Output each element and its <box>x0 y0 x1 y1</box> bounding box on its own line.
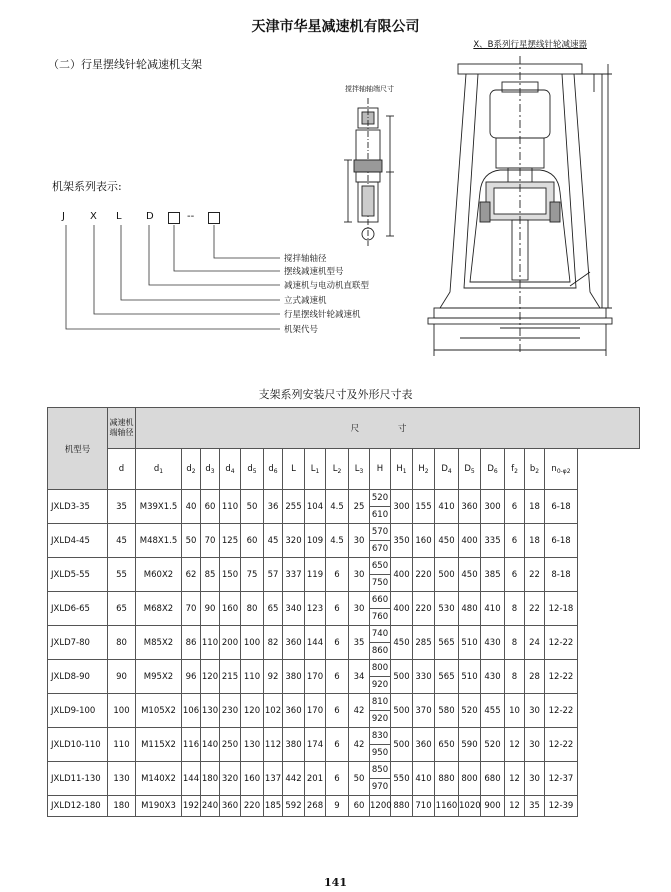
table-row <box>48 660 640 677</box>
column-header-13: $H_2$ <box>413 449 435 490</box>
cell-value: 10 <box>505 694 525 728</box>
cell-value: 180 <box>108 796 136 817</box>
cell-value: 255 <box>283 490 305 524</box>
cell-value: 410 <box>481 592 505 626</box>
cell-value: 6 <box>326 694 349 728</box>
cell-value: 6 <box>326 626 349 660</box>
cell-h-value: 830 <box>370 728 391 745</box>
table-row <box>48 796 640 817</box>
column-header-16: $D_6$ <box>481 449 505 490</box>
legend-frame-code: 机架代号 <box>284 325 319 335</box>
cell-value: 30 <box>525 728 545 762</box>
cell-value: 155 <box>413 490 435 524</box>
cell-value: 45 <box>108 524 136 558</box>
cell-value: 70 <box>182 592 201 626</box>
cell-value: 360 <box>220 796 241 817</box>
cell-value: 22 <box>525 558 545 592</box>
cell-value: 119 <box>305 558 326 592</box>
cell-value: 192 <box>182 796 201 817</box>
cell-value: 174 <box>305 728 326 762</box>
cell-value: 220 <box>413 592 435 626</box>
cell-value: 75 <box>241 558 264 592</box>
cell-value: 430 <box>481 660 505 694</box>
cell-value: 220 <box>413 558 435 592</box>
cell-value: 40 <box>182 490 201 524</box>
header-model: 机型号 <box>48 408 108 490</box>
cell-value: 80 <box>241 592 264 626</box>
cell-h-value: 650 <box>370 558 391 575</box>
cell-value: 285 <box>413 626 435 660</box>
cell-value: 160 <box>413 524 435 558</box>
cell-value: 8 <box>505 626 525 660</box>
cell-value: 110 <box>220 490 241 524</box>
column-header-14: $D_4$ <box>435 449 459 490</box>
cell-value: 130 <box>108 762 136 796</box>
cell-model: JXLD11-130 <box>48 762 108 796</box>
cell-value: 22 <box>525 592 545 626</box>
column-header-12: $H_1$ <box>391 449 413 490</box>
table-row <box>48 558 640 575</box>
cell-value: 8 <box>505 592 525 626</box>
code-letter-l: L <box>116 211 122 222</box>
cell-value: 123 <box>305 592 326 626</box>
cell-h-value: 610 <box>370 507 391 524</box>
cell-value: 240 <box>201 796 220 817</box>
cell-h-value: 760 <box>370 609 391 626</box>
legend-cycloidal-reducer: 行星摆线针轮减速机 <box>284 310 361 320</box>
cell-value: 592 <box>283 796 305 817</box>
cell-value: 360 <box>283 694 305 728</box>
cell-value: 6 <box>326 558 349 592</box>
table-header-row-columns <box>48 449 640 490</box>
cell-value: 360 <box>413 728 435 762</box>
cell-value: 520 <box>459 694 481 728</box>
column-header-18: $b_2$ <box>525 449 545 490</box>
cell-value: 109 <box>305 524 326 558</box>
column-header-8: $L_1$ <box>305 449 326 490</box>
column-header-15: $D_5$ <box>459 449 481 490</box>
cell-value: 215 <box>220 660 241 694</box>
cell-value: 35 <box>525 796 545 817</box>
legend-reducer-model: 摆线减速机型号 <box>284 267 344 277</box>
cell-value: 90 <box>108 660 136 694</box>
cell-value: 150 <box>220 558 241 592</box>
cell-value: 185 <box>264 796 283 817</box>
cell-value: 180 <box>201 762 220 796</box>
column-header-5: $d_5$ <box>241 449 264 490</box>
cell-value: 410 <box>435 490 459 524</box>
cell-value: 900 <box>481 796 505 817</box>
shaft-end-drawing <box>340 96 410 256</box>
cell-model: JXLD9-100 <box>48 694 108 728</box>
cell-model: JXLD12-180 <box>48 796 108 817</box>
cell-value: 400 <box>391 558 413 592</box>
cell-value: 30 <box>349 592 370 626</box>
cell-value: 55 <box>108 558 136 592</box>
cell-value: 57 <box>264 558 283 592</box>
cell-value: 650 <box>435 728 459 762</box>
cell-value: 130 <box>201 694 220 728</box>
cell-value: 110 <box>241 660 264 694</box>
cell-value: 120 <box>241 694 264 728</box>
cell-value: 104 <box>305 490 326 524</box>
cell-value: 8-18 <box>545 558 578 592</box>
cell-value: 335 <box>481 524 505 558</box>
cell-value: 4.5 <box>326 524 349 558</box>
cell-value: 300 <box>481 490 505 524</box>
table-row <box>48 694 640 711</box>
cell-h-value: 520 <box>370 490 391 507</box>
cell-value: 380 <box>283 728 305 762</box>
cell-value: 65 <box>108 592 136 626</box>
cell-value: 6-18 <box>545 490 578 524</box>
legend-shaft-diameter: 搅拌轴轴径 <box>284 254 327 264</box>
column-header-2: $d_2$ <box>182 449 201 490</box>
cell-value: 144 <box>305 626 326 660</box>
cell-value: 1020 <box>459 796 481 817</box>
cell-value: M105X2 <box>136 694 182 728</box>
cell-value: 710 <box>413 796 435 817</box>
cell-value: 100 <box>241 626 264 660</box>
cell-value: 9 <box>326 796 349 817</box>
cell-h-value: 970 <box>370 779 391 796</box>
cell-value: 120 <box>201 660 220 694</box>
cell-value: M60X2 <box>136 558 182 592</box>
cell-value: 12-37 <box>545 762 578 796</box>
cell-value: 12-39 <box>545 796 578 817</box>
cell-value: 116 <box>182 728 201 762</box>
cell-value: 160 <box>241 762 264 796</box>
cell-value: 112 <box>264 728 283 762</box>
cell-value: 880 <box>391 796 413 817</box>
table-row <box>48 490 640 507</box>
cell-h-value: 1200 <box>370 796 391 817</box>
column-header-4: $d_4$ <box>220 449 241 490</box>
cell-model: JXLD4-45 <box>48 524 108 558</box>
cell-h-value: 570 <box>370 524 391 541</box>
cell-value: 565 <box>435 660 459 694</box>
cell-value: 6 <box>326 660 349 694</box>
cell-value: M140X2 <box>136 762 182 796</box>
cell-value: 410 <box>413 762 435 796</box>
cell-value: 60 <box>349 796 370 817</box>
cell-model: JXLD5-55 <box>48 558 108 592</box>
cell-value: 580 <box>435 694 459 728</box>
cell-value: 300 <box>391 490 413 524</box>
cell-value: 510 <box>459 626 481 660</box>
cell-value: M95X2 <box>136 660 182 694</box>
cell-value: 590 <box>459 728 481 762</box>
cell-value: 230 <box>220 694 241 728</box>
cell-value: 337 <box>283 558 305 592</box>
cell-value: 50 <box>182 524 201 558</box>
cell-value: 60 <box>201 490 220 524</box>
cell-value: 480 <box>459 592 481 626</box>
cell-value: 170 <box>305 694 326 728</box>
cell-value: 520 <box>481 728 505 762</box>
cell-value: 102 <box>264 694 283 728</box>
cell-value: 137 <box>264 762 283 796</box>
cell-value: 268 <box>305 796 326 817</box>
cell-value: 92 <box>264 660 283 694</box>
cell-model: JXLD7-80 <box>48 626 108 660</box>
legend-vertical-reducer: 立式减速机 <box>284 296 327 306</box>
cell-value: 880 <box>435 762 459 796</box>
cell-value: M39X1.5 <box>136 490 182 524</box>
cell-value: 18 <box>525 490 545 524</box>
spec-table <box>47 407 640 817</box>
column-header-11: H <box>370 449 391 490</box>
cell-value: 370 <box>413 694 435 728</box>
cell-value: 360 <box>283 626 305 660</box>
cell-value: 34 <box>349 660 370 694</box>
cell-h-value: 800 <box>370 660 391 677</box>
cell-value: M85X2 <box>136 626 182 660</box>
cell-value: 8 <box>505 660 525 694</box>
cell-h-value: 860 <box>370 643 391 660</box>
legend-direct-coupled: 减速机与电动机直联型 <box>284 281 370 291</box>
cell-value: 65 <box>264 592 283 626</box>
cell-value: 340 <box>283 592 305 626</box>
table-row <box>48 762 640 779</box>
header-shaft: 减速机端轴径 <box>108 408 136 449</box>
cell-value: 24 <box>525 626 545 660</box>
cell-value: 60 <box>241 524 264 558</box>
cell-value: 110 <box>108 728 136 762</box>
cell-value: 28 <box>525 660 545 694</box>
code-letter-j: J <box>62 211 65 222</box>
column-header-19: $n_{0-\varphi 2}$ <box>545 449 578 490</box>
cell-value: 442 <box>283 762 305 796</box>
cell-value: 6 <box>326 762 349 796</box>
cell-value: 550 <box>391 762 413 796</box>
cell-value: 500 <box>391 660 413 694</box>
cell-value: 450 <box>435 524 459 558</box>
cell-value: 62 <box>182 558 201 592</box>
cell-value: 170 <box>305 660 326 694</box>
cell-value: 500 <box>391 694 413 728</box>
cell-h-value: 850 <box>370 762 391 779</box>
frame-assembly-drawing <box>420 52 620 370</box>
cell-model: JXLD8-90 <box>48 660 108 694</box>
section-title: （二）行星摆线针轮减速机支架 <box>48 58 202 71</box>
cell-value: 220 <box>241 796 264 817</box>
cell-value: 6 <box>505 524 525 558</box>
cell-value: 50 <box>349 762 370 796</box>
cell-value: 70 <box>201 524 220 558</box>
cell-value: 86 <box>182 626 201 660</box>
header-dimensions: 尺 寸 <box>136 408 640 449</box>
cell-value: 430 <box>481 626 505 660</box>
cell-h-value: 740 <box>370 626 391 643</box>
cell-value: 450 <box>391 626 413 660</box>
table-row <box>48 592 640 609</box>
cell-value: M115X2 <box>136 728 182 762</box>
cell-value: 450 <box>459 558 481 592</box>
cell-value: 30 <box>525 694 545 728</box>
column-header-1: $d_1$ <box>136 449 182 490</box>
cell-value: 400 <box>459 524 481 558</box>
cell-value: 800 <box>459 762 481 796</box>
table-row <box>48 524 640 541</box>
cell-model: JXLD3-35 <box>48 490 108 524</box>
cell-value: 130 <box>241 728 264 762</box>
cell-value: 125 <box>220 524 241 558</box>
cell-value: 50 <box>241 490 264 524</box>
cell-value: 42 <box>349 694 370 728</box>
cell-value: 360 <box>459 490 481 524</box>
cell-h-value: 920 <box>370 711 391 728</box>
cell-value: 140 <box>201 728 220 762</box>
cell-value: 18 <box>525 524 545 558</box>
cell-value: 144 <box>182 762 201 796</box>
cell-value: 25 <box>349 490 370 524</box>
cell-value: 380 <box>283 660 305 694</box>
cell-value: 250 <box>220 728 241 762</box>
cell-value: 6 <box>326 592 349 626</box>
cell-value: 106 <box>182 694 201 728</box>
cell-value: 1160 <box>435 796 459 817</box>
cell-h-value: 950 <box>370 745 391 762</box>
cell-h-value: 670 <box>370 541 391 558</box>
cell-value: 12 <box>505 728 525 762</box>
cell-value: 500 <box>391 728 413 762</box>
series-title: X、B系列行星摆线针轮减速器 <box>473 40 587 50</box>
cell-value: 36 <box>264 490 283 524</box>
table-title: 支架系列安装尺寸及外形尺寸表 <box>258 388 413 401</box>
cell-value: 160 <box>220 592 241 626</box>
cell-value: 90 <box>201 592 220 626</box>
cell-value: 12-22 <box>545 626 578 660</box>
cell-value: 12-22 <box>545 694 578 728</box>
cell-value: 42 <box>349 728 370 762</box>
cell-value: 350 <box>391 524 413 558</box>
cell-h-value: 750 <box>370 575 391 592</box>
cell-value: 200 <box>220 626 241 660</box>
cell-value: 455 <box>481 694 505 728</box>
column-header-17: $f_2$ <box>505 449 525 490</box>
cell-value: 330 <box>413 660 435 694</box>
column-header-10: $L_3$ <box>349 449 370 490</box>
cell-value: 30 <box>349 524 370 558</box>
column-header-0: d <box>108 449 136 490</box>
column-header-6: $d_6$ <box>264 449 283 490</box>
cell-value: 35 <box>349 626 370 660</box>
cell-h-value: 810 <box>370 694 391 711</box>
cell-value: 320 <box>220 762 241 796</box>
cell-h-value: 920 <box>370 677 391 694</box>
cell-value: 6 <box>505 490 525 524</box>
page-number: 141 <box>324 876 347 889</box>
cell-value: M68X2 <box>136 592 182 626</box>
column-header-9: $L_2$ <box>326 449 349 490</box>
cell-model: JXLD10-110 <box>48 728 108 762</box>
cell-value: 12-22 <box>545 728 578 762</box>
cell-value: 680 <box>481 762 505 796</box>
cell-value: 82 <box>264 626 283 660</box>
cell-value: 510 <box>459 660 481 694</box>
cell-value: 30 <box>349 558 370 592</box>
cell-value: 530 <box>435 592 459 626</box>
table-header-row-main <box>48 408 640 449</box>
table-row <box>48 626 640 643</box>
code-dash: -- <box>187 211 195 222</box>
cell-value: 500 <box>435 558 459 592</box>
cell-model: JXLD6-65 <box>48 592 108 626</box>
cell-value: 12 <box>505 762 525 796</box>
cell-value: 6 <box>326 728 349 762</box>
cell-value: 30 <box>525 762 545 796</box>
cell-value: 201 <box>305 762 326 796</box>
cell-value: M190X3 <box>136 796 182 817</box>
cell-value: 45 <box>264 524 283 558</box>
cell-value: 35 <box>108 490 136 524</box>
series-label: 机架系列表示: <box>52 180 122 193</box>
column-header-7: L <box>283 449 305 490</box>
cell-value: 80 <box>108 626 136 660</box>
cell-value: 100 <box>108 694 136 728</box>
code-letter-x: X <box>90 211 97 222</box>
cell-value: 12-22 <box>545 660 578 694</box>
cell-value: 12-18 <box>545 592 578 626</box>
table-row <box>48 728 640 745</box>
cell-value: 4.5 <box>326 490 349 524</box>
cell-value: 400 <box>391 592 413 626</box>
cell-value: 110 <box>201 626 220 660</box>
cell-value: M48X1.5 <box>136 524 182 558</box>
cell-value: 385 <box>481 558 505 592</box>
cell-value: 85 <box>201 558 220 592</box>
column-header-3: $d_3$ <box>201 449 220 490</box>
cell-value: 320 <box>283 524 305 558</box>
company-name: 天津市华星减速机有限公司 <box>251 19 420 35</box>
cell-value: 12 <box>505 796 525 817</box>
cell-value: 6 <box>505 558 525 592</box>
cell-value: 6-18 <box>545 524 578 558</box>
cell-value: 565 <box>435 626 459 660</box>
shaft-end-caption: 搅拌轴轴端尺寸 <box>345 85 394 93</box>
cell-value: 96 <box>182 660 201 694</box>
code-letter-d: D <box>146 211 154 222</box>
cell-h-value: 660 <box>370 592 391 609</box>
